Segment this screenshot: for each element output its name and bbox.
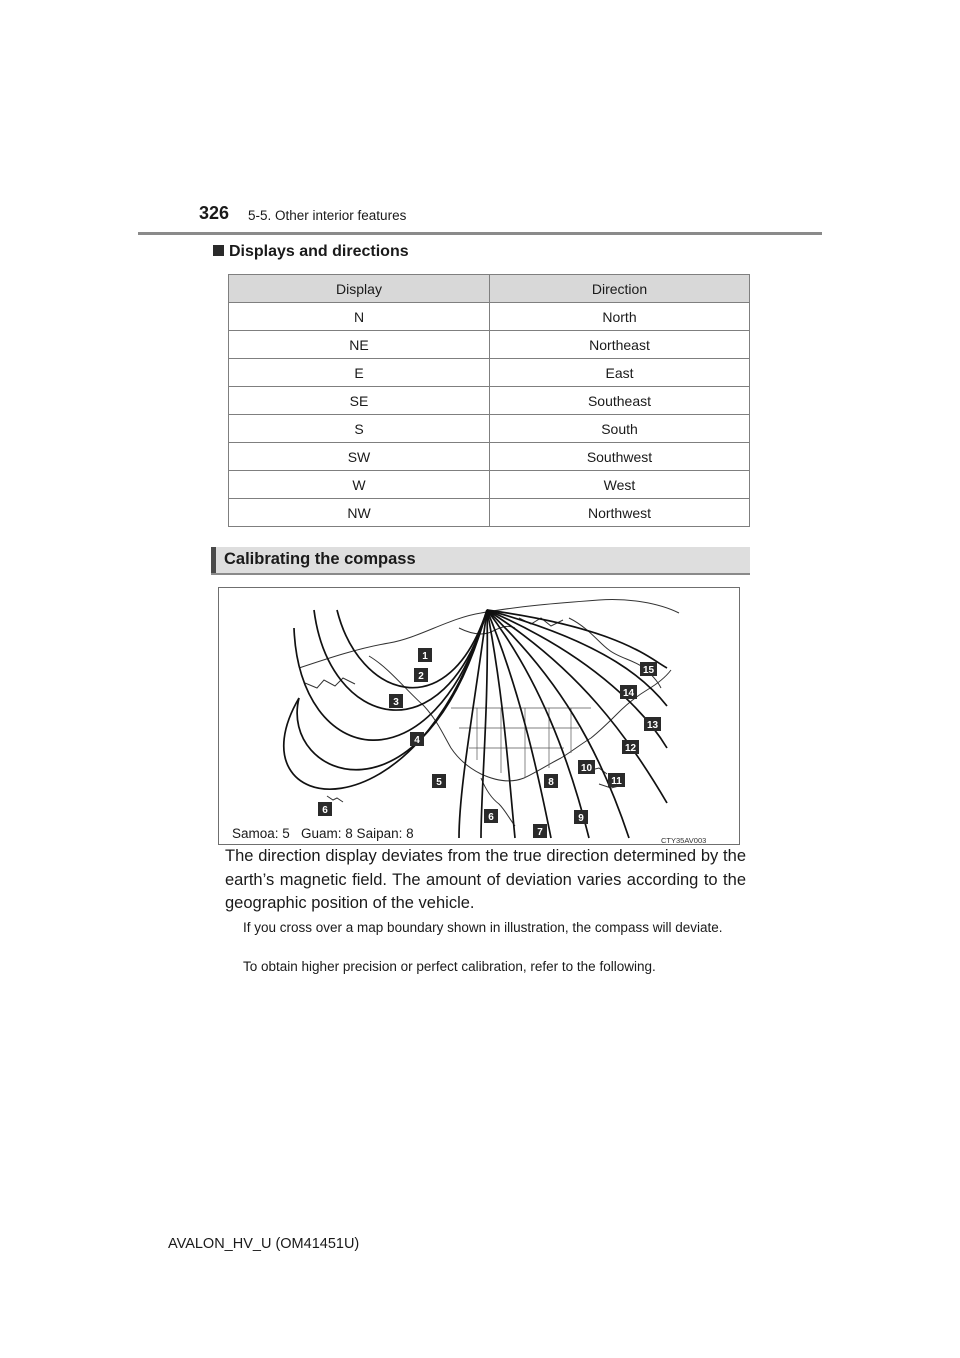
table-cell: SE [229,387,490,415]
zone-badge [578,760,595,774]
body-paragraph: The direction display deviates from the true direction determined by the earth’s magnetic field. The amount of deviation varies according to the geographic position of the vehicle. [225,847,746,912]
table-cell: S [229,415,490,443]
table-cell: SW [229,443,490,471]
zone-badge [620,685,637,699]
zone-badge [410,732,424,746]
zone-badge [484,809,498,823]
footer-model-code: AVALON_HV_U (OM41451U) [168,1236,360,1252]
table-cell: W [229,471,490,499]
table-row [229,359,750,387]
table-cell: East [490,359,750,387]
note-paragraph: To obtain higher precision or perfect calibration, refer to the following. [243,959,656,974]
note-paragraph: If you cross over a map boundary shown in illustration, the compass will deviate. [243,920,723,935]
coastline-outlines [299,600,679,826]
zone-label: 10 [580,763,593,774]
zone-label: 14 [622,688,635,699]
banner-rule [211,573,750,575]
zone-label: 12 [624,743,637,754]
column-header-direction: Direction [490,275,750,303]
table-cell: Southwest [490,443,750,471]
figure-code: CTY35AV003 [661,836,707,845]
table-cell: E [229,359,490,387]
zone-badge [414,668,428,682]
page-number: 326 [199,203,230,223]
zone-badges [318,648,661,838]
zone-label: 6 [322,805,328,816]
zone-badge [608,773,625,787]
header-rule [138,232,822,235]
zone-label: 9 [578,813,584,824]
table-cell: West [490,471,750,499]
compass-zone-map [218,587,740,845]
section-banner [211,547,750,573]
zone-label: 8 [548,777,554,788]
zone-label: 11 [611,776,622,787]
table-cell: Northwest [490,499,750,527]
table-header-row [229,275,750,303]
subheading-text: Displays and directions [229,243,409,260]
zone-label: 15 [642,665,655,676]
zone-label: 4 [414,735,420,746]
zone-label: 7 [537,827,543,838]
table-cell: N [229,303,490,331]
table-row [229,471,750,499]
section-title: 5-5. Other interior features [248,208,407,223]
zone-label: 3 [393,697,399,708]
zone-label: 13 [646,720,659,731]
zone-badge [432,774,446,788]
table-cell: NW [229,499,490,527]
zone-badge [574,810,588,824]
table-row [229,387,750,415]
column-header-display: Display [229,275,490,303]
zone-badge [640,662,657,676]
table-cell: NE [229,331,490,359]
zone-boundary-curves [284,610,667,838]
zone-badge [644,717,661,731]
subheading [213,243,409,261]
table-row [229,415,750,443]
zone-badge [418,648,432,662]
table-row [229,499,750,527]
table-row [229,331,750,359]
zone-label: 2 [418,671,424,682]
map-illustration [219,588,740,845]
zone-badge [318,802,332,816]
zone-badge [533,824,547,838]
zone-badge [389,694,403,708]
square-bullet-icon [213,245,224,256]
zone-badge [544,774,558,788]
directions-table [228,274,750,527]
banner-title: Calibrating the compass [224,550,416,568]
figure-note: Samoa: 5 Guam: 8 Saipan: 8 [232,826,414,841]
zone-label: 1 [422,651,428,662]
zone-label: 6 [488,812,494,823]
table-cell: North [490,303,750,331]
table-row [229,443,750,471]
table-row [229,303,750,331]
zone-badge [622,740,639,754]
zone-label: 5 [436,777,442,788]
table-cell: South [490,415,750,443]
table-cell: Northeast [490,331,750,359]
table-cell: Southeast [490,387,750,415]
